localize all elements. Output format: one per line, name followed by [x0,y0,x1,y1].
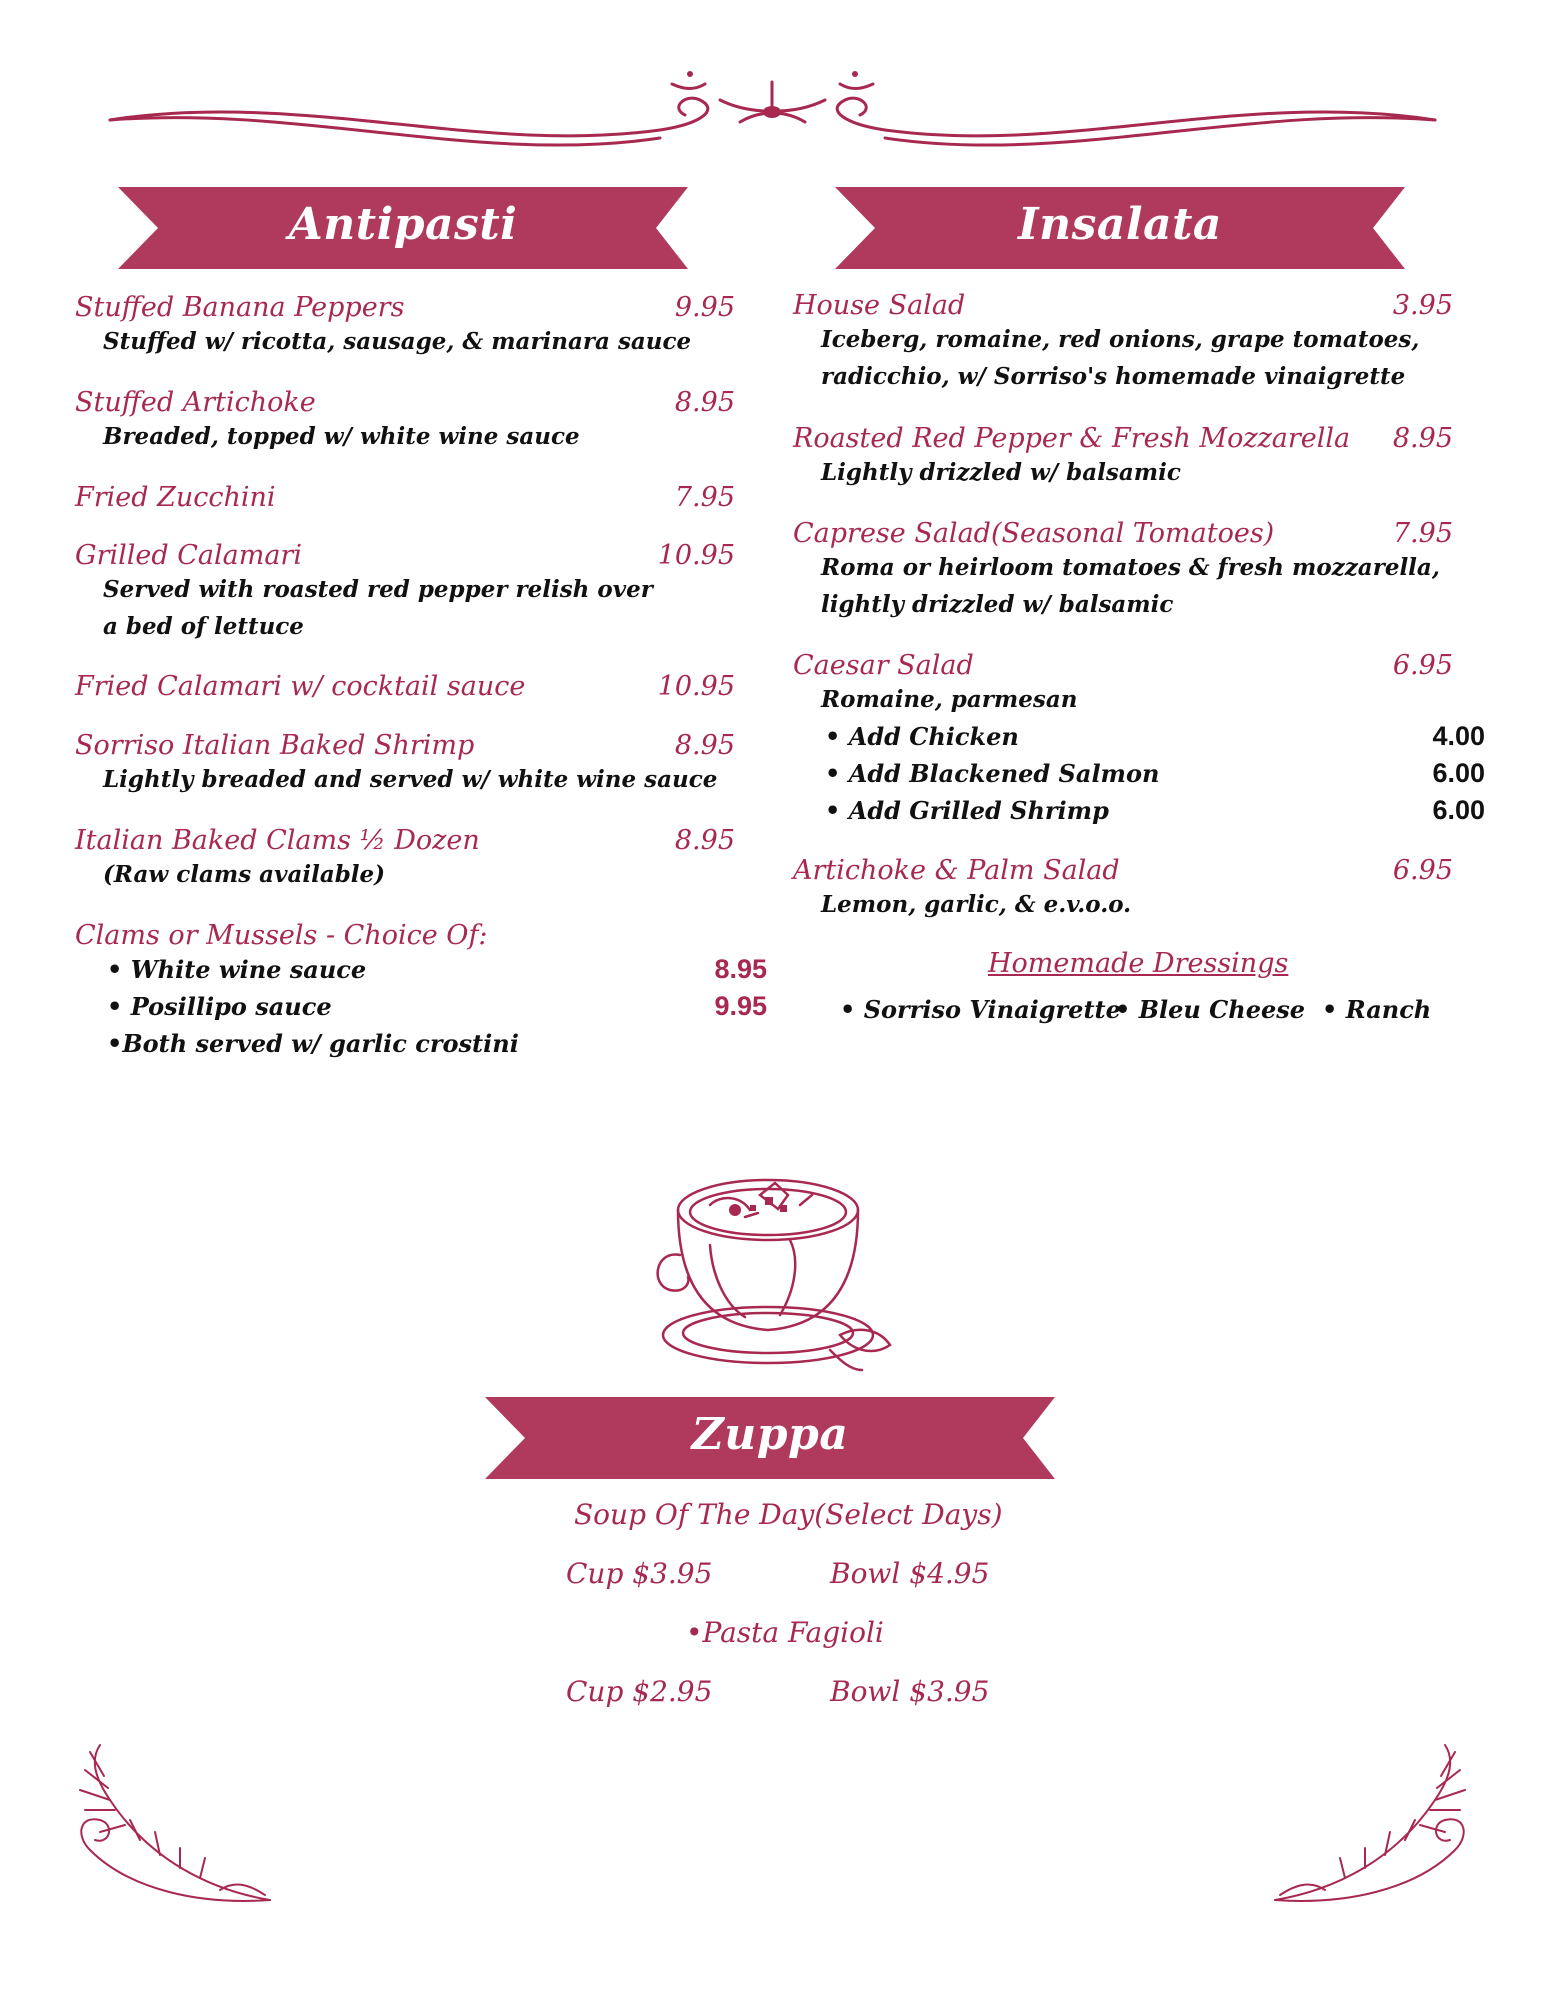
soup-cup-price: Cup $3.95 [566,1557,713,1590]
option-line [107,951,767,988]
dressing-option: • Bleu Cheese [1115,995,1306,1024]
fagioli-bowl-price: Bowl $3.95 [830,1675,990,1708]
item-description: (Raw clams available) [103,861,386,888]
soup-bowl-price: Bowl $4.95 [830,1557,990,1590]
menu-item [793,290,1453,395]
dressing-option: • Sorriso Vinaigrette [840,995,1121,1024]
item-description: Lemon, garlic, & e.v.o.o. [821,891,1132,918]
option-price: 9.95 [714,991,767,1021]
menu-item [75,292,735,360]
menu-item [793,423,1453,491]
dressings-title: Homemade Dressings [988,948,1289,979]
item-name: Roasted Red Pepper & Fresh Mozzarella [793,423,1351,454]
insalata-title: Insalata [1018,199,1222,250]
item-name: Artichoke & Palm Salad [793,855,1120,886]
item-description: Stuffed w/ ricotta, sausage, & marinara sauce [103,328,692,355]
item-price: 6.95 [1392,855,1453,886]
option-label: • Posillipo sauce [107,992,332,1021]
option-line [107,1025,735,1062]
item-description: Roma or heirloom tomatoes & fresh mozzarella, [821,554,1440,581]
zuppa-title: Zuppa [691,1409,849,1460]
option-label: • White wine sauce [107,955,367,984]
addon-line [825,755,1485,792]
zuppa-banner [485,1393,1055,1483]
item-name: Grilled Calamari [75,540,302,571]
item-description: Romaine, parmesan [821,686,1078,713]
item-price: 10.95 [657,671,735,702]
top-flourish-ornament [100,60,1445,150]
fagioli-cup-price: Cup $2.95 [566,1675,713,1708]
dressing-option: • Ranch [1322,995,1432,1024]
option-price: 8.95 [714,954,767,984]
option-line [107,988,767,1025]
soup-of-the-day: Soup Of The Day(Select Days) [574,1498,1003,1531]
menu-item [75,730,735,798]
item-name: House Salad [793,290,966,321]
menu-item [75,671,735,702]
item-name: Fried Calamari w/ cocktail sauce [75,671,526,702]
menu-item [75,825,735,893]
item-name: Clams or Mussels - Choice Of: [75,920,488,951]
item-price: 8.95 [1392,423,1453,454]
insalata-banner [835,183,1405,273]
item-price: 9.95 [674,292,735,323]
addon-line [825,792,1485,829]
item-price: 8.95 [674,730,735,761]
item-name: Caesar Salad [793,650,974,681]
item-description: Iceberg, romaine, red onions, grape tomatoes, [821,326,1420,353]
item-price: 7.95 [1392,518,1453,549]
addon-price: 4.00 [1432,721,1485,751]
item-price: 7.95 [674,482,735,513]
addon-line [825,718,1485,755]
option-label: •Both served w/ garlic crostini [107,1029,519,1058]
addon-price: 6.00 [1432,758,1485,788]
item-description: a bed of lettuce [103,613,304,640]
addon-price: 6.00 [1432,795,1485,825]
item-name: Caprese Salad(Seasonal Tomatoes) [793,518,1275,549]
item-description: lightly drizzled w/ balsamic [821,591,1174,618]
item-name: Stuffed Banana Peppers [75,292,405,323]
menu-item [75,920,767,1062]
item-name: Stuffed Artichoke [75,387,316,418]
menu-item [793,518,1453,623]
addon-label: • Add Grilled Shrimp [825,796,1109,825]
item-description: Lightly drizzled w/ balsamic [821,459,1181,486]
item-name: Sorriso Italian Baked Shrimp [75,730,475,761]
item-price: 10.95 [657,540,735,571]
item-price: 8.95 [674,825,735,856]
item-price: 6.95 [1392,650,1453,681]
menu-item [793,650,1485,829]
item-name: Italian Baked Clams ½ Dozen [75,825,480,856]
item-name: Fried Zucchini [75,482,276,513]
corner-flourish-bottom-left [70,1740,280,1910]
antipasti-title: Antipasti [288,199,518,250]
item-description: Lightly breaded and served w/ white wine sauce [103,766,718,793]
soup-bowl-illustration [650,1165,900,1375]
menu-item [75,387,735,455]
menu-item [75,540,735,645]
corner-flourish-bottom-right [1265,1740,1475,1910]
item-price: 3.95 [1392,290,1453,321]
pasta-fagioli: •Pasta Fagioli [686,1616,884,1649]
antipasti-banner [118,183,688,273]
menu-item [75,482,735,513]
item-description: Served with roasted red pepper relish over [103,576,653,603]
item-description: Breaded, topped w/ white wine sauce [103,423,580,450]
addon-label: • Add Blackened Salmon [825,759,1160,788]
addon-label: • Add Chicken [825,722,1019,751]
item-description: radicchio, w/ Sorriso's homemade vinaigrette [821,363,1406,390]
menu-item [793,855,1453,923]
item-price: 8.95 [674,387,735,418]
